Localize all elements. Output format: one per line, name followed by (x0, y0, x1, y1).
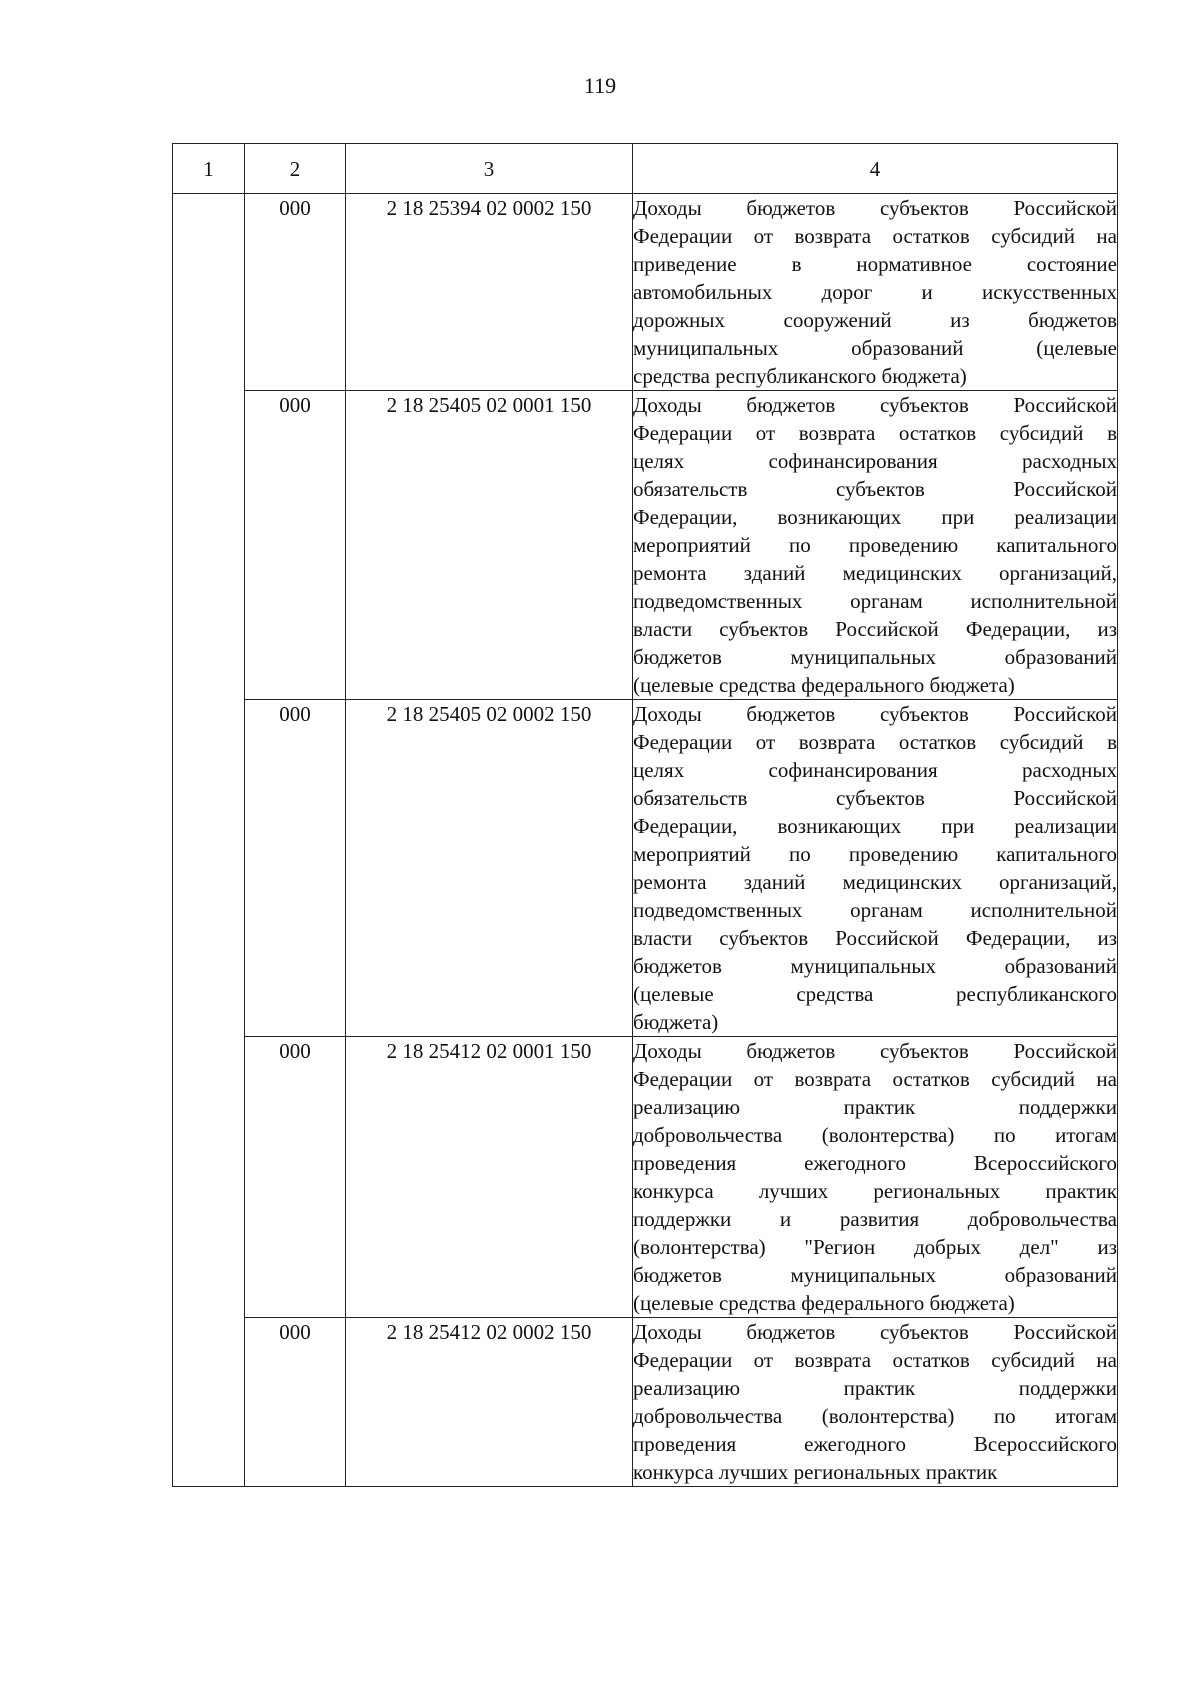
budget-classification-code-cell: 2 18 25412 02 0001 150 (346, 1037, 633, 1318)
description-line: Доходы бюджетов субъектов Российской (633, 196, 1117, 220)
description-line: Доходы бюджетов субъектов Российской (633, 393, 1117, 417)
description-line: обязательств субъектов Российской (633, 786, 1117, 810)
description-line: реализацию практик поддержки (633, 1376, 1117, 1400)
budget-classification-code-cell: 2 18 25405 02 0002 150 (346, 700, 633, 1037)
budget-classification-code-cell: 2 18 25394 02 0002 150 (346, 194, 633, 391)
description-line: власти субъектов Российской Федерации, из (633, 926, 1117, 950)
description-line: ремонта зданий медицинских организаций, (633, 870, 1117, 894)
empty-col-1-cell (173, 194, 245, 1487)
description-line: мероприятий по проведению капитального (633, 533, 1117, 557)
description-line: конкурса лучших региональных практик (633, 1179, 1117, 1203)
description-line: средства республиканского бюджета) (633, 364, 967, 388)
description-line: муниципальных образований (целевые (633, 336, 1117, 360)
admin-code-cell: 000 (245, 1037, 346, 1318)
header-col-3: 3 (346, 144, 633, 194)
description-line: поддержки и развития добровольчества (633, 1207, 1117, 1231)
description-line: реализацию практик поддержки (633, 1095, 1117, 1119)
description-line: целях софинансирования расходных (633, 449, 1117, 473)
page-number: 119 (583, 73, 617, 98)
header-col-1: 1 (173, 144, 245, 194)
description-line: Федерации от возврата остатков субсидий на (633, 1067, 1117, 1091)
table-row (173, 700, 1118, 1037)
table-header-row (173, 144, 1118, 194)
description-line: Доходы бюджетов субъектов Российской (633, 702, 1117, 726)
admin-code-cell: 000 (245, 700, 346, 1037)
budget-classification-code-cell: 2 18 25405 02 0001 150 (346, 391, 633, 700)
description-line: подведомственных органам исполнительной (633, 589, 1117, 613)
header-col-2: 2 (245, 144, 346, 194)
description-line: проведения ежегодного Всероссийского (633, 1151, 1117, 1175)
description-cell (633, 1318, 1118, 1487)
description-line: Федерации от возврата остатков субсидий в (633, 421, 1117, 445)
description-line: (целевые средства республиканского (633, 982, 1117, 1006)
description-line: Федерации от возврата остатков субсидий в (633, 730, 1117, 754)
description-line: Федерации, возникающих при реализации (633, 814, 1117, 838)
description-line: бюджетов муниципальных образований (633, 645, 1117, 669)
description-line: добровольчества (волонтерства) по итогам (633, 1404, 1117, 1428)
description-line: приведение в нормативное состояние (633, 252, 1117, 276)
admin-code-cell: 000 (245, 1318, 346, 1487)
description-line: бюджетов муниципальных образований (633, 1263, 1117, 1287)
table-row (173, 194, 1118, 391)
budget-classification-code-cell: 2 18 25412 02 0002 150 (346, 1318, 633, 1487)
description-line: Федерации от возврата остатков субсидий на (633, 224, 1117, 248)
description-line: бюджетов муниципальных образований (633, 954, 1117, 978)
admin-code-cell: 000 (245, 391, 346, 700)
description-line: (целевые средства федерального бюджета) (633, 1291, 1015, 1315)
description-cell (633, 1037, 1118, 1318)
table-body (173, 194, 1118, 1487)
header-col-4: 4 (633, 144, 1118, 194)
description-line: (волонтерства) "Регион добрых дел" из (633, 1235, 1117, 1259)
description-cell (633, 391, 1118, 700)
description-line: мероприятий по проведению капитального (633, 842, 1117, 866)
table-row (173, 1318, 1118, 1487)
description-line: Федерации, возникающих при реализации (633, 505, 1117, 529)
description-line: конкурса лучших региональных практик (633, 1460, 998, 1484)
description-line: Доходы бюджетов субъектов Российской (633, 1320, 1117, 1344)
description-line: проведения ежегодного Всероссийского (633, 1432, 1117, 1456)
description-line: целях софинансирования расходных (633, 758, 1117, 782)
admin-code-cell: 000 (245, 194, 346, 391)
description-line: (целевые средства федерального бюджета) (633, 673, 1015, 697)
description-line: ремонта зданий медицинских организаций, (633, 561, 1117, 585)
budget-codes-table (172, 143, 1118, 1487)
description-line: Федерации от возврата остатков субсидий на (633, 1348, 1117, 1372)
description-line: бюджета) (633, 1010, 719, 1034)
table-header (173, 144, 1118, 194)
description-cell (633, 194, 1118, 391)
description-line: подведомственных органам исполнительной (633, 898, 1117, 922)
description-line: власти субъектов Российской Федерации, из (633, 617, 1117, 641)
table-row (173, 391, 1118, 700)
description-line: обязательств субъектов Российской (633, 477, 1117, 501)
description-cell (633, 700, 1118, 1037)
table-row (173, 1037, 1118, 1318)
description-line: автомобильных дорог и искусственных (633, 280, 1117, 304)
description-line: дорожных сооружений из бюджетов (633, 308, 1117, 332)
description-line: добровольчества (волонтерства) по итогам (633, 1123, 1117, 1147)
description-line: Доходы бюджетов субъектов Российской (633, 1039, 1117, 1063)
